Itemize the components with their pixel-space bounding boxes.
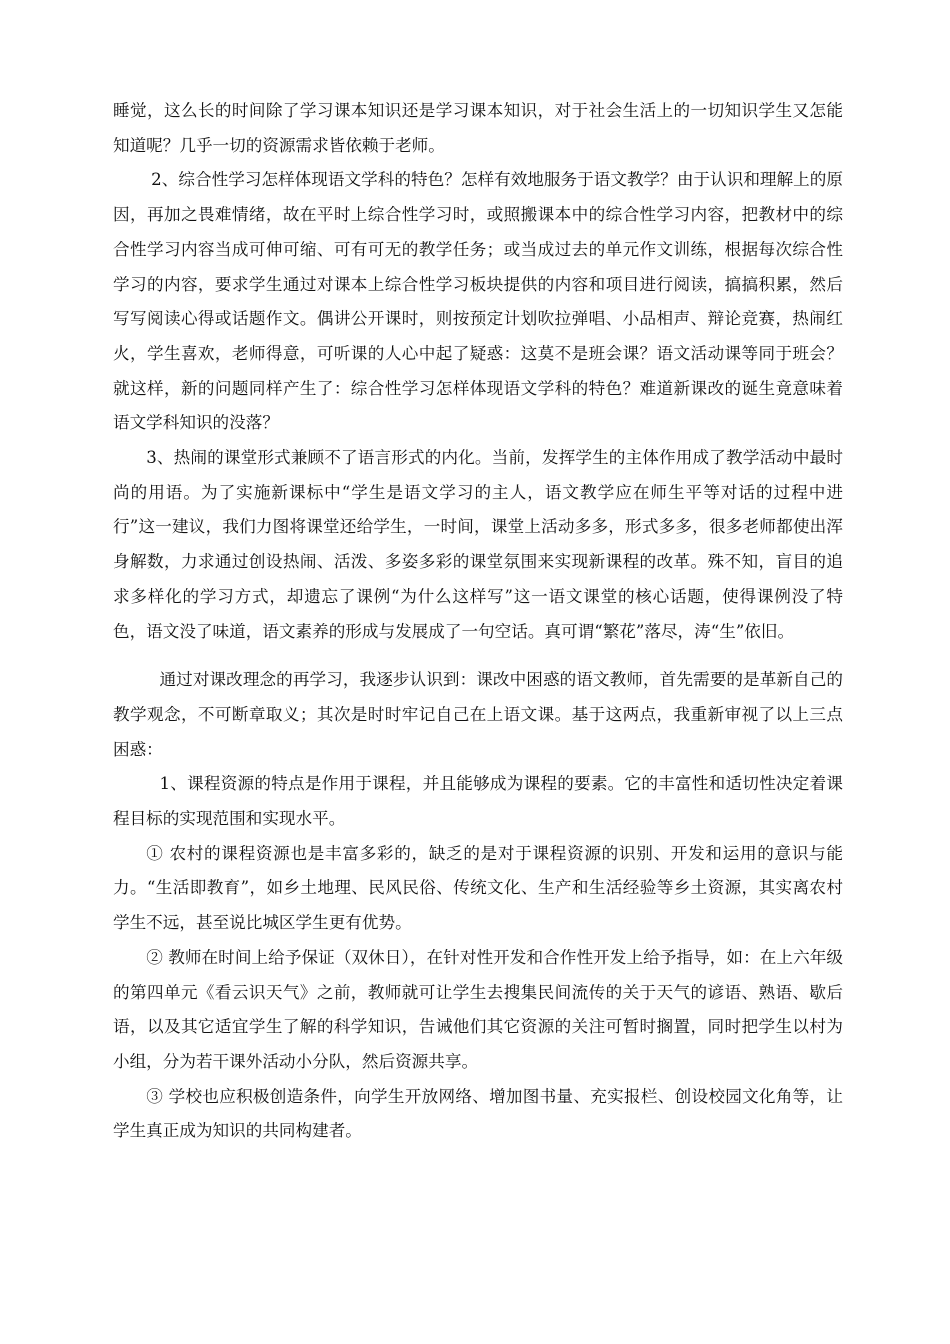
paragraph-4: 通过对课改理念的再学习，我逐步认识到：课改中困惑的语文教师，首先需要的是革新自己的教学观念，不可断章取义；其次是时时牢记自己在上语文课。基于这两点，我重新审视了以上三点困惑： — [113, 670, 843, 759]
paragraph-5: 1、课程资源的特点是作用于课程，并且能够成为课程的要素。它的丰富性和适切性决定着课程目标的实现范围和实现水平。 — [113, 774, 843, 829]
paragraph-gap — [113, 649, 843, 663]
document-body — [113, 94, 843, 1149]
paragraph-3: 3、热闹的课堂形式兼顾不了语言形式的内化。当前，发挥学生的主体作用成了教学活动中最时尚的用语。为了实施新课标中“学生是语文学习的主人，语文教学应在师生平等对话的过程中进行”这一建议，我们力图将课堂还给学生，一时间，课堂上活动多多，形式多多，很多老师都使出浑身解数，力求通过创设热闹、活泼、多姿多彩的课堂氛围来实现新课程的改革。殊不知，盲目的追求多样化的学习方式，却遗忘了课例“为什么这样写”这一语文课堂的核心话题，使得课例没了特色，语文没了味道，语文素养的形成与发展成了一句空话。真可谓“繁花”落尽，涛“生”依旧。 — [113, 448, 843, 641]
paragraph-2: 2、综合性学习怎样体现语文学科的特色？怎样有效地服务于语文教学？由于认识和理解上的原因，再加之畏难情绪，故在平时上综合性学习时，或照搬课本中的综合性学习内容，把教材中的综合性学习内容当成可伸可缩、可有可无的教学任务；或当成过去的单元作文训练，根据每次综合性学习的内容，要求学生通过对课本上综合性学习板块提供的内容和项目进行阅读，搞搞积累，然后写写阅读心得或话题作文。偶讲公开课时，则按预定计划吹拉弹唱、小品相声、辩论竞赛，热闹红火，学生喜欢，老师得意，可听课的人心中起了疑惑：这莫不是班会课？语文活动课等同于班会？就这样，新的问题同样产生了：综合性学习怎样体现语文学科的特色？难道新课改的诞生竟意味着语文学科知识的没落？ — [113, 170, 843, 433]
paragraph-6: ① 农村的课程资源也是丰富多彩的，缺乏的是对于课程资源的识别、开发和运用的意识与能力。“生活即教育”，如乡土地理、民风民俗、传统文化、生产和生活经验等乡土资源，其实离农村学生不远，甚至说比城区学生更有优势。 — [113, 843, 843, 933]
paragraph-1: 睡觉，这么长的时间除了学习课本知识还是学习课本知识，对于社会生活上的一切知识学生又怎能知道呢？几乎一切的资源需求皆依赖于老师。 — [113, 101, 843, 155]
paragraph-8: ③ 学校也应积极创造条件，向学生开放网络、增加图书量、充实报栏、创设校园文化角等，让学生真正成为知识的共同构建者。 — [113, 1086, 843, 1141]
paragraph-7: ② 教师在时间上给予保证（双休日），在针对性开发和合作性开发上给予指导，如：在上六年级的第四单元《看云识天气》之前，教师就可让学生去搜集民间流传的关于天气的谚语、熟语、歇后语，以及其它适宜学生了解的科学知识，告诫他们其它资源的关注可暂时搁置，同时把学生以村为小组，分为若干课外活动小分队，然后资源共享。 — [113, 947, 843, 1071]
